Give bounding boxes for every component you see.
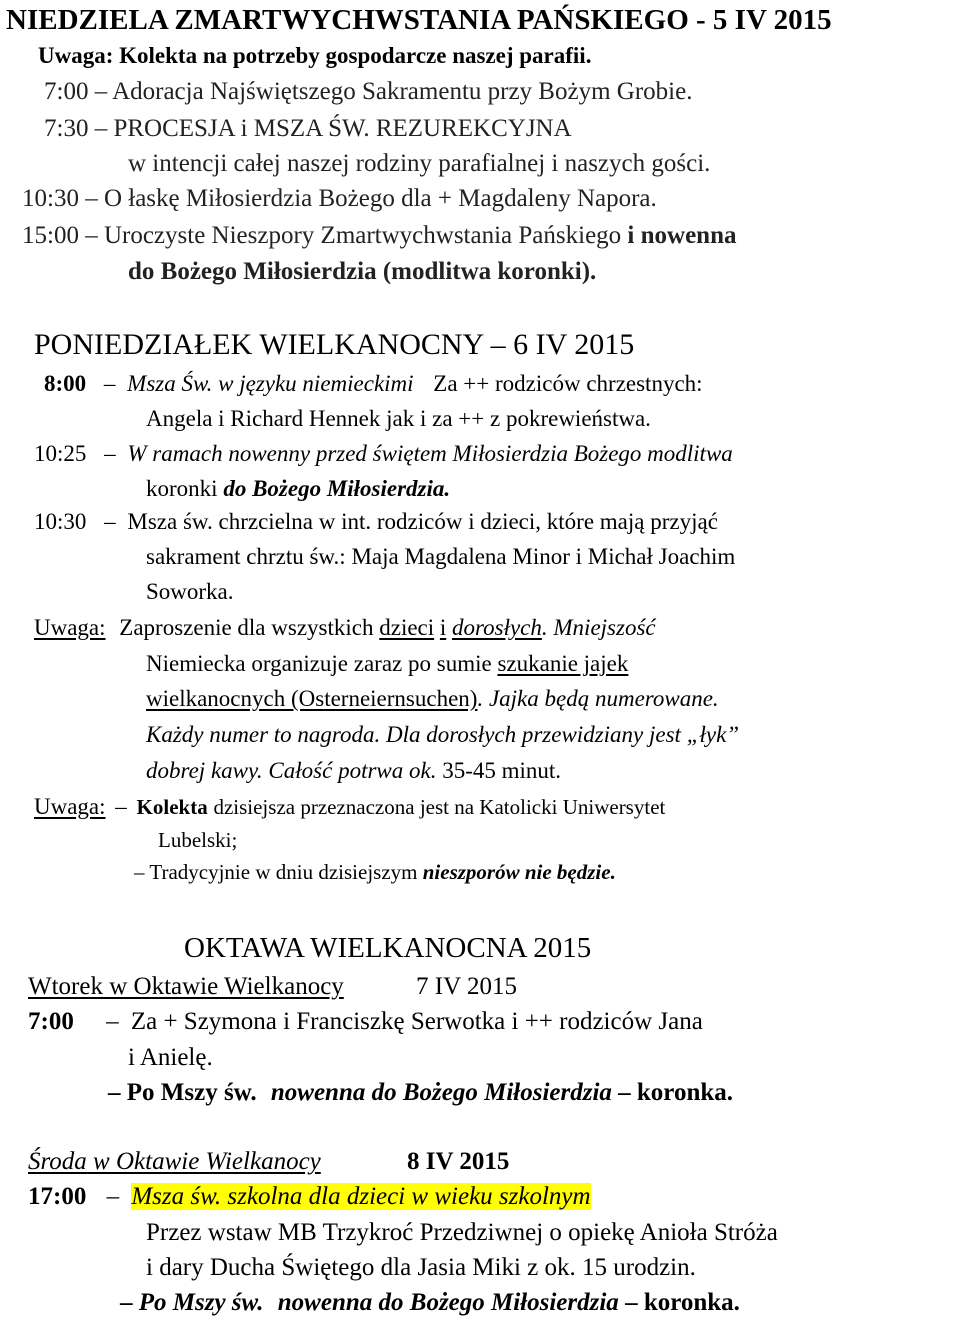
dash: – [120,1289,133,1316]
entry-bold-italic: do Bożego Miłosierdzia. [223,476,451,501]
entry-continuation: Soworka. [146,579,234,604]
schedule-line [44,116,572,141]
entry-underline: dzieci [379,615,435,640]
entry-text: O łaskę Miłosierdzia Bożego dla + Magdaleny Napora. [103,185,657,212]
time: 10:25 [34,441,87,466]
entry-italic: Msza Św. [127,371,213,396]
entry-bold: – koronka. [625,1289,740,1316]
entry-bold-italic: Po Mszy św. [138,1289,264,1316]
dash: – [85,185,98,212]
day-label: Środa w Oktawie Wielkanocy [28,1148,321,1175]
time: 7:30 [44,115,89,142]
schedule-line [28,1009,703,1034]
schedule-line [22,186,657,211]
schedule-line [44,372,703,395]
entry-underline: i [439,615,447,640]
entry-text: Uroczyste Nieszpory Zmartwychwstania Pańskiego [103,222,622,249]
entry-text: Msza św. chrzcielna w int. rodziców i dzieci, które mają przyjąć [127,509,718,534]
entry-italic: szkolna dla dzieci w wieku szkolnym [227,1183,591,1210]
dash: – [106,1183,120,1210]
sunday-note [38,44,591,67]
entry-continuation [134,862,616,883]
schedule-line [44,79,692,104]
entry-italic: dobrej kawy. Całość potrwa ok. [146,758,437,783]
entry-italic: W ramach nowenny przed świętem Miłosierdzia Bożego modlitwa [127,441,733,466]
entry-bold: Po Mszy św. [126,1079,257,1106]
note-block [34,795,665,818]
day-date: 8 IV 2015 [407,1148,510,1175]
entry-text: koronki [146,476,218,501]
entry-bold: Kolekta [136,795,208,819]
entry-bold: – koronka. [618,1079,733,1106]
entry-bold-italic: nieszporów nie będzie. [422,860,616,884]
time: 17:00 [28,1183,87,1210]
entry-text: Za + Szymona i Franciszkę Serwotka i ++ rodziców Jana [130,1008,703,1035]
dash: – [104,509,116,534]
entry-text: Za ++ rodziców chrzestnych: [433,371,703,396]
dash: – [104,441,116,466]
dash: – [106,1008,119,1035]
highlighted-entry [131,1183,590,1210]
entry-text: Adoracja Najświętszego Sakramentu przy Bożym Grobie. [112,78,693,105]
schedule-line [34,510,718,533]
entry-continuation: Każdy numer to nagroda. Dla dorosłych przewidziany jest „łyk” [146,722,740,747]
after-mass-line [108,1080,733,1105]
entry-text: 35-45 minut. [442,758,562,783]
dash: – [115,794,127,819]
dash: – [108,1079,121,1106]
note-label: Uwaga: [34,615,106,640]
entry-text: Zaproszenie dla wszystkich [119,615,374,640]
entry-bold-italic: nowenna do Bożego Miłosierdzia [277,1289,619,1316]
dash: – [85,222,98,249]
time: 10:30 [22,185,79,212]
time: 7:00 [28,1008,74,1035]
entry-continuation: Lubelski; [158,828,238,852]
entry-text: PROCESJA i MSZA ŚW. REZUREKCYJNA [113,115,572,142]
after-mass-line [120,1290,740,1315]
entry-underline: szukanie jajek [497,651,629,676]
note-text: Kolekta na potrzeby gospodarcze naszej parafii. [119,43,592,68]
entry-continuation: do Bożego Miłosierdzia (modlitwa koronki). [128,258,597,285]
entry-continuation [146,687,719,710]
entry-continuation: i dary Ducha Świętego dla Jasia Miki z ok. 15 urodzin. [146,1254,696,1281]
time: 8:00 [44,371,87,396]
entry-text: dzisiejsza przeznaczona jest na Katolicki Uniwersytet [213,795,666,819]
time: 15:00 [22,222,79,249]
entry-underline-italic: dorosłych [452,615,542,640]
entry-continuation: i Anielę. [128,1044,213,1071]
day-heading [28,1149,509,1174]
entry-italic: . Mniejszość [541,615,656,640]
entry-bold-italic: nowenna do Bożego Miłosierdzia [270,1079,612,1106]
entry-text: – Tradycyjnie w dniu dzisiejszym [134,860,418,884]
entry-continuation: w intencji całej naszej rodziny parafialnej i naszych gości. [128,150,711,177]
entry-continuation: sakrament chrztu św.: Maja Magdalena Minor i Michał Joachim [146,544,736,569]
day-heading [28,974,517,999]
day-date: 7 IV 2015 [416,973,517,1000]
octave-title: OKTAWA WIELKANOCNA 2015 [184,932,592,964]
note-label: Uwaga: [38,43,114,68]
entry-continuation [146,477,450,500]
schedule-line [34,442,733,465]
entry-continuation: Przez wstaw MB Trzykroć Przedziwnej o opiekę Anioła Stróża [146,1219,778,1246]
entry-italic: Msza św. [131,1183,222,1210]
entry-continuation: Angela i Richard Hennek jak i za ++ z pokrewieństwa. [146,406,651,431]
entry-italic: w języku niemieckimi [218,371,414,396]
entry-continuation [146,759,561,782]
dash: – [103,371,116,396]
day-label: Wtorek w Oktawie Wielkanocy [28,973,344,1000]
entry-underline: wielkanocnych (Osterneiernsuchen) [146,686,478,711]
time: 10:30 [34,509,87,534]
entry-italic: . Jajka będą numerowane. [477,686,719,711]
sunday-title: NIEDZIELA ZMARTWYCHWSTANIA PAŃSKIEGO - 5 IV 2015 [6,4,832,36]
time: 7:00 [44,78,89,105]
schedule-line [22,223,736,248]
entry-text: Niemiecka organizuje zaraz po sumie [146,651,492,676]
dash: – [94,78,108,105]
note-label: Uwaga: [34,794,106,819]
note-block [34,616,656,639]
monday-title: PONIEDZIAŁEK WIELKANOCNY – 6 IV 2015 [34,328,635,361]
schedule-line [28,1184,591,1209]
entry-continuation [146,652,628,675]
dash: – [94,115,108,142]
entry-bold: i nowenna [627,222,737,249]
